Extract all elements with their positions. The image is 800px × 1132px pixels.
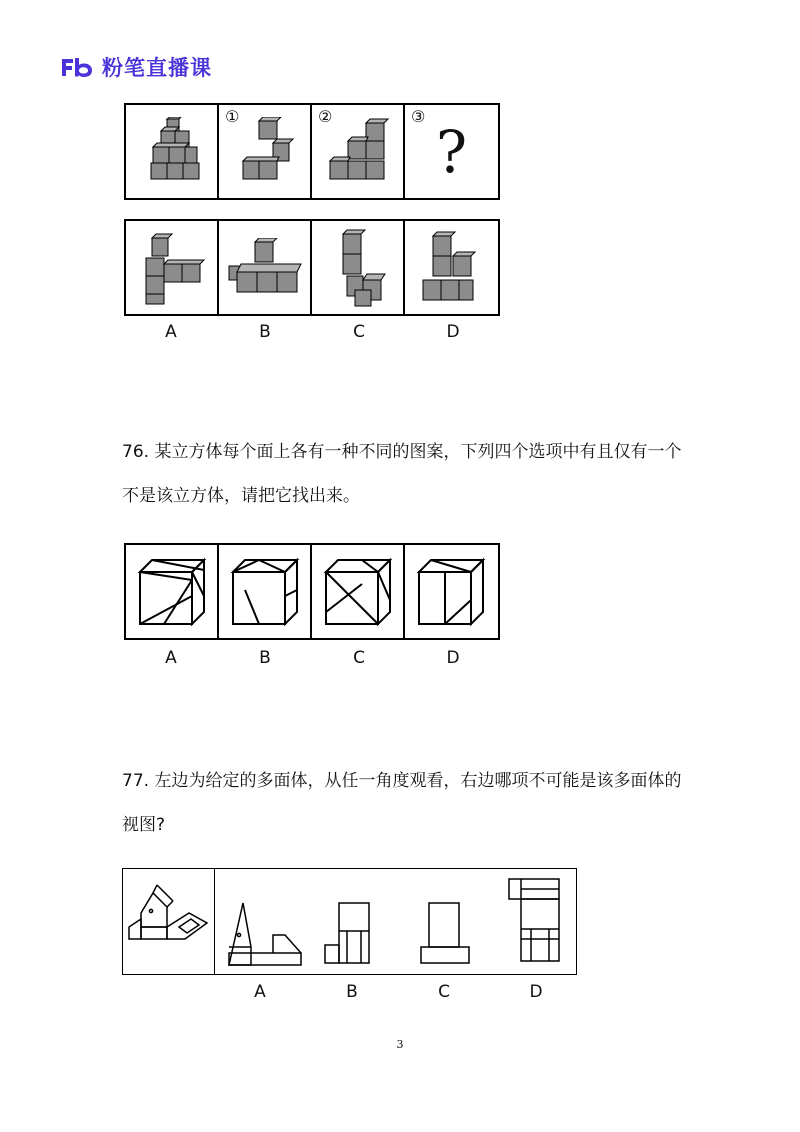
question-mark: ? (435, 117, 468, 186)
q75-series-strip (124, 103, 500, 200)
q75-option-labels (124, 322, 500, 342)
q76-option-d-label[interactable]: D (446, 648, 460, 668)
q75-series-cell-2 (219, 105, 312, 198)
page-number: 3 (396, 1038, 404, 1051)
q75-option-b-cell[interactable] (219, 221, 312, 314)
q77-divider (214, 869, 215, 974)
q75-series-cell-4 (405, 105, 498, 198)
q75-series-cell-1 (126, 105, 219, 198)
q76-option-b-label[interactable]: B (259, 648, 271, 668)
q77-option-c-label[interactable]: C (438, 982, 450, 1002)
q77-option-d-label[interactable]: D (529, 982, 543, 1002)
q75-option-c-cell[interactable] (312, 221, 405, 314)
brand-name: 粉笔直播课 (102, 56, 212, 80)
series-marker-1: ① (225, 107, 240, 126)
q76-option-c-label[interactable]: C (353, 648, 365, 668)
q77-text: 77. 左边为给定的多面体，从任一角度观看，右边哪项不可能是该多面体的视图? (122, 771, 682, 835)
q77-option-a-figure (227, 897, 307, 967)
fb-logo-icon (60, 56, 94, 78)
q75-option-d-label[interactable]: D (446, 322, 460, 342)
series-marker-2: ② (318, 107, 333, 126)
q77-option-b-label[interactable]: B (346, 982, 358, 1002)
brand-logo (60, 52, 212, 82)
q76-text: 76. 某立方体每个面上各有一种不同的图案，下列四个选项中有且仅有一个不是该立方体，请把它找出来。 (122, 442, 682, 506)
q77-option-d-figure (507, 877, 567, 965)
q75-option-a-cell[interactable] (126, 221, 219, 314)
q75-option-d-cell[interactable] (405, 221, 498, 314)
q76-option-a-label[interactable]: A (165, 648, 177, 668)
q75-option-b-figure (225, 238, 305, 298)
q77-figure-frame (122, 868, 577, 975)
q77-option-a-label[interactable]: A (254, 982, 266, 1002)
q75-option-d-figure (419, 228, 483, 308)
q76-option-d-cube (415, 556, 487, 628)
q75-option-b-label[interactable]: B (259, 322, 271, 342)
q76-options-strip (124, 543, 500, 640)
q75-figure-1 (235, 117, 295, 187)
q75-series-cell-3 (312, 105, 405, 198)
q76-option-c-cube (322, 556, 394, 628)
q76-option-a-cube (136, 556, 208, 628)
q76-option-a-cell[interactable] (126, 545, 219, 638)
q75-options-strip (124, 219, 500, 316)
q75-option-a-figure (134, 230, 210, 306)
q77-option-labels (214, 982, 590, 1002)
q76-option-labels (124, 648, 500, 668)
q77-option-c-figure (419, 901, 475, 965)
q76-option-b-cube (229, 556, 301, 628)
q76-option-c-cell[interactable] (312, 545, 405, 638)
q76-option-d-cell[interactable] (405, 545, 498, 638)
q77-option-b-figure (323, 901, 383, 965)
q75-option-c-label[interactable]: C (353, 322, 365, 342)
q75-stack-figure (139, 117, 205, 187)
q75-option-a-label[interactable]: A (165, 322, 177, 342)
q76-option-b-cell[interactable] (219, 545, 312, 638)
q75-figure-2 (326, 117, 390, 187)
q77-polyhedron-figure (127, 883, 211, 947)
series-marker-3: ③ (411, 107, 426, 126)
q75-option-c-figure (325, 228, 391, 308)
